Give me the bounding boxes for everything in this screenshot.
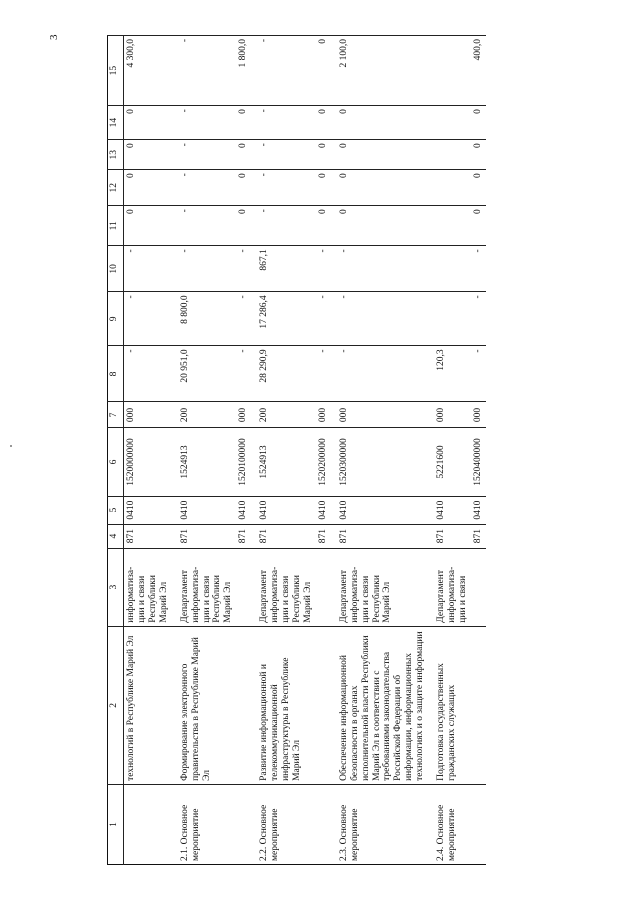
cell-col-14: -: [172, 106, 237, 140]
cell-col-8: 120,3: [428, 346, 471, 402]
table-row: [316, 36, 331, 865]
cell-col-3: Департамент информатиза-ции и связи Республики Марий Эл: [172, 548, 237, 626]
cell-col-10: -: [236, 246, 251, 292]
cell-col-2: [236, 626, 251, 784]
table-row: [124, 36, 172, 865]
cell-col-4: 871: [471, 524, 486, 548]
column-header-9: 9: [108, 292, 124, 346]
cell-col-4: 871: [251, 524, 316, 548]
cell-col-10: -: [471, 246, 486, 292]
cell-col-13: 0: [471, 140, 486, 170]
cell-col-6: 1524913: [172, 428, 237, 496]
table-row: [236, 36, 251, 865]
header-row: [108, 36, 124, 865]
cell-col-7: 000: [471, 402, 486, 428]
cell-col-14: -: [251, 106, 316, 140]
cell-col-10: [428, 246, 471, 292]
program-table: [107, 35, 486, 865]
cell-col-15: 4 300,0: [124, 36, 172, 106]
column-header-2: 2: [108, 626, 124, 784]
cell-col-9: 8 800,0: [172, 292, 237, 346]
cell-col-7: 200: [172, 402, 237, 428]
cell-col-15: 2 100,0: [331, 36, 428, 106]
cell-col-15: 0: [316, 36, 331, 106]
cell-col-13: 0: [331, 140, 428, 170]
cell-col-8: 28 290,9: [251, 346, 316, 402]
cell-col-7: 000: [236, 402, 251, 428]
cell-col-5: 0410: [172, 496, 237, 524]
cell-col-13: 0: [124, 140, 172, 170]
cell-col-9: -: [331, 292, 428, 346]
cell-col-3: Департамент информатиза-ции и связи Республики Марий Эл: [331, 548, 428, 626]
cell-col-11: 0: [316, 206, 331, 246]
cell-col-9: -: [236, 292, 251, 346]
cell-col-12: 0: [331, 170, 428, 206]
cell-col-1: [124, 784, 172, 864]
cell-col-12: -: [172, 170, 237, 206]
cell-col-3: Департамент информатиза-ции и связи Республики Марий Эл: [251, 548, 316, 626]
cell-col-14: 0: [316, 106, 331, 140]
scan-dot: [10, 445, 12, 447]
cell-col-8: 20 951,0: [172, 346, 237, 402]
cell-col-1: 2.4. Основное мероприятие: [428, 784, 471, 864]
cell-col-5: 0410: [124, 496, 172, 524]
cell-col-14: 0: [124, 106, 172, 140]
cell-col-9: -: [316, 292, 331, 346]
cell-col-4: 871: [172, 524, 237, 548]
table-row: [331, 36, 428, 865]
cell-col-10: -: [124, 246, 172, 292]
cell-col-7: 000: [331, 402, 428, 428]
cell-col-11: 0: [471, 206, 486, 246]
cell-col-4: 871: [124, 524, 172, 548]
column-header-4: 4: [108, 524, 124, 548]
cell-col-11: 0: [124, 206, 172, 246]
cell-col-10: 867,1: [251, 246, 316, 292]
cell-col-1: [471, 784, 486, 864]
cell-col-9: 17 286,4: [251, 292, 316, 346]
cell-col-5: 0410: [331, 496, 428, 524]
cell-col-3: [316, 548, 331, 626]
cell-col-11: 0: [236, 206, 251, 246]
cell-col-9: -: [471, 292, 486, 346]
cell-col-3: информатиза-ции и связи Республики Марий Эл: [124, 548, 172, 626]
cell-col-2: [316, 626, 331, 784]
cell-col-3: [471, 548, 486, 626]
cell-col-4: 871: [331, 524, 428, 548]
cell-col-13: [428, 140, 471, 170]
cell-col-7: 000: [316, 402, 331, 428]
table-row: [172, 36, 237, 865]
cell-col-7: 000: [124, 402, 172, 428]
cell-col-6: 5221600: [428, 428, 471, 496]
cell-col-6: 1520100000: [236, 428, 251, 496]
column-header-3: 3: [108, 548, 124, 626]
cell-col-3: [236, 548, 251, 626]
cell-col-5: 0410: [236, 496, 251, 524]
page-number: 3: [48, 34, 60, 40]
cell-col-5: 0410: [428, 496, 471, 524]
cell-col-12: 0: [124, 170, 172, 206]
cell-col-15: [428, 36, 471, 106]
cell-col-4: 871: [316, 524, 331, 548]
cell-col-8: -: [316, 346, 331, 402]
table-row: [251, 36, 316, 865]
cell-col-9: -: [124, 292, 172, 346]
cell-col-13: -: [251, 140, 316, 170]
cell-col-13: 0: [316, 140, 331, 170]
cell-col-2: [471, 626, 486, 784]
cell-col-1: [316, 784, 331, 864]
cell-col-15: -: [172, 36, 237, 106]
cell-col-6: 1520400000: [471, 428, 486, 496]
cell-col-12: -: [251, 170, 316, 206]
cell-col-1: 2.2. Основное мероприятие: [251, 784, 316, 864]
cell-col-4: 871: [428, 524, 471, 548]
cell-col-6: 1524913: [251, 428, 316, 496]
cell-col-13: 0: [236, 140, 251, 170]
cell-col-11: [428, 206, 471, 246]
column-header-12: 12: [108, 170, 124, 206]
cell-col-11: -: [172, 206, 237, 246]
cell-col-2: технологий в Республике Марий Эл: [124, 626, 172, 784]
cell-col-5: 0410: [316, 496, 331, 524]
column-header-8: 8: [108, 346, 124, 402]
cell-col-2: Обеспечение информационной безопасности в органах исполнительной власти Республики Марий Эл в соответствии с требованиями законодательства Российской Федерации об информации, информационных технологиях и о защите информации: [331, 626, 428, 784]
cell-col-12: 0: [471, 170, 486, 206]
table-header: [108, 36, 124, 865]
cell-col-6: 1520300000: [331, 428, 428, 496]
column-header-13: 13: [108, 140, 124, 170]
cell-col-3: Департамент информатиза-ции и связи: [428, 548, 471, 626]
cell-col-8: -: [236, 346, 251, 402]
cell-col-2: Формирование электронного правительства в Республике Марий Эл: [172, 626, 237, 784]
cell-col-7: 200: [251, 402, 316, 428]
cell-col-1: 2.1. Основное мероприятие: [172, 784, 237, 864]
cell-col-2: Подготовка государственных гражданских служащих: [428, 626, 471, 784]
cell-col-1: 2.3. Основное мероприятие: [331, 784, 428, 864]
column-header-1: 1: [108, 784, 124, 864]
cell-col-14: 0: [471, 106, 486, 140]
cell-col-6: 1520000000: [124, 428, 172, 496]
cell-col-15: 400,0: [471, 36, 486, 106]
column-header-15: 15: [108, 36, 124, 106]
cell-col-13: -: [172, 140, 237, 170]
cell-col-10: -: [331, 246, 428, 292]
cell-col-4: 871: [236, 524, 251, 548]
cell-col-5: 0410: [251, 496, 316, 524]
table-body: [124, 36, 486, 865]
cell-col-15: -: [251, 36, 316, 106]
column-header-5: 5: [108, 496, 124, 524]
cell-col-8: -: [124, 346, 172, 402]
cell-col-6: 1520200000: [316, 428, 331, 496]
table-row: [471, 36, 486, 865]
table-row: [428, 36, 471, 865]
cell-col-12: 0: [236, 170, 251, 206]
cell-col-1: [236, 784, 251, 864]
cell-col-14: [428, 106, 471, 140]
column-header-11: 11: [108, 206, 124, 246]
cell-col-8: -: [471, 346, 486, 402]
cell-col-9: [428, 292, 471, 346]
cell-col-5: 0410: [471, 496, 486, 524]
cell-col-14: 0: [331, 106, 428, 140]
cell-col-8: -: [331, 346, 428, 402]
cell-col-10: -: [172, 246, 237, 292]
cell-col-14: 0: [236, 106, 251, 140]
cell-col-2: Развитие информационной и телекоммуникационной инфраструктуры в Республике Марий Эл: [251, 626, 316, 784]
cell-col-7: 000: [428, 402, 471, 428]
cell-col-11: 0: [331, 206, 428, 246]
column-header-14: 14: [108, 106, 124, 140]
cell-col-11: -: [251, 206, 316, 246]
cell-col-10: -: [316, 246, 331, 292]
cell-col-12: 0: [316, 170, 331, 206]
column-header-6: 6: [108, 428, 124, 496]
column-header-10: 10: [108, 246, 124, 292]
cell-col-12: [428, 170, 471, 206]
column-header-7: 7: [108, 402, 124, 428]
cell-col-15: 1 800,0: [236, 36, 251, 106]
